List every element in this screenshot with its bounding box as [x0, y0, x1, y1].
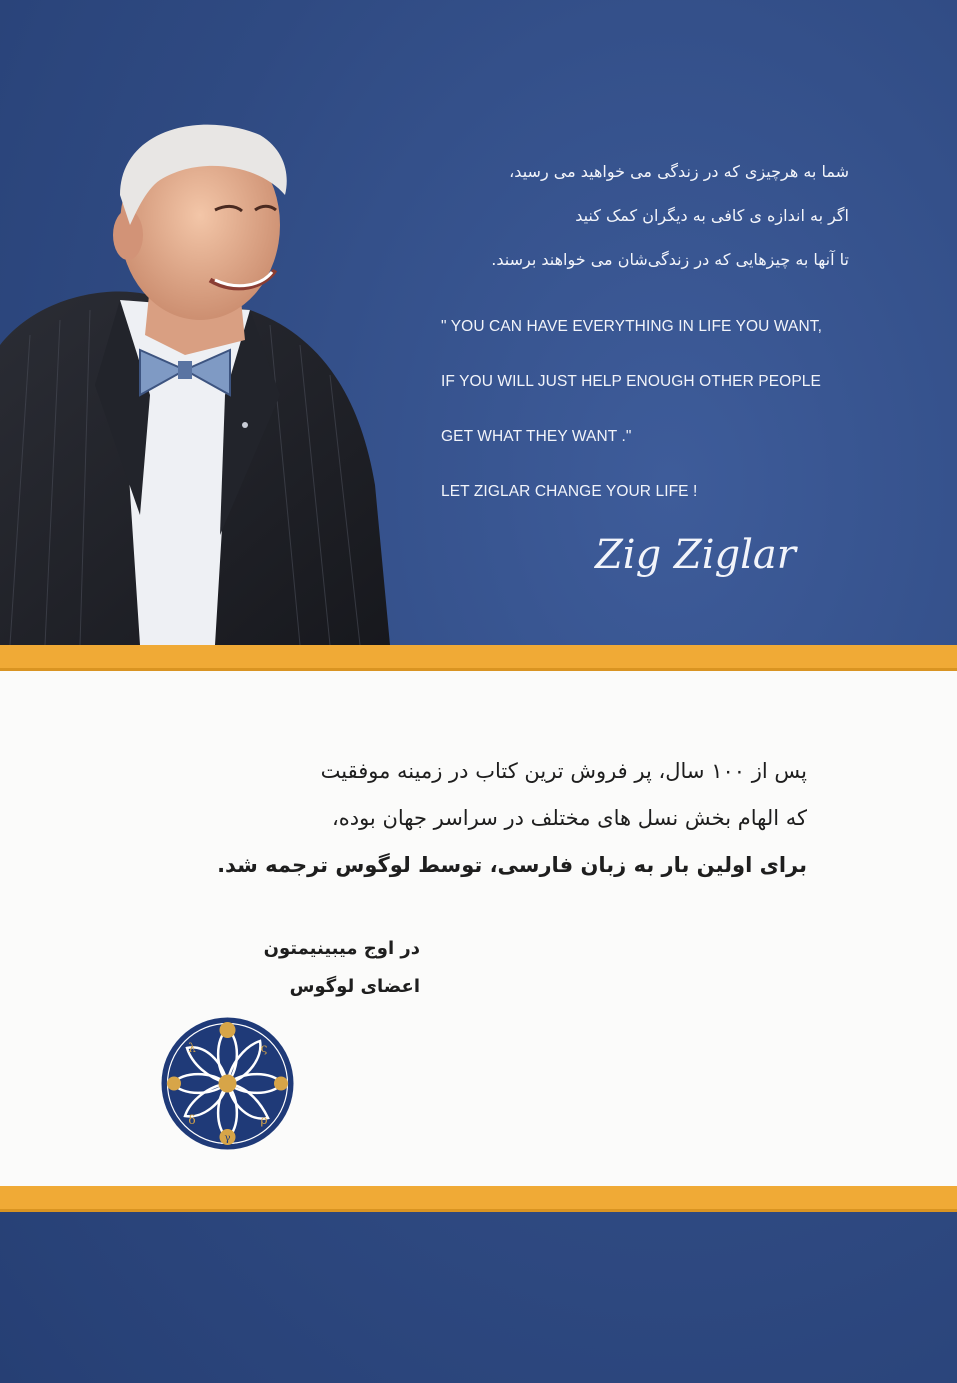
logos-logo-icon: [160, 1016, 295, 1151]
svg-text:γ: γ: [224, 1133, 231, 1144]
orange-divider-top: [0, 645, 957, 671]
english-quote: [441, 312, 901, 532]
top-blue-panel: [0, 0, 957, 645]
persian-quote-line: شما به هرچیزی که در زندگی می خواهید می رسید،: [509, 162, 849, 181]
bottom-blue-panel: [0, 1212, 957, 1383]
english-quote-line: IF YOU WILL JUST HELP ENOUGH OTHER PEOPLE: [441, 373, 821, 390]
author-signature: [590, 520, 840, 590]
persian-quote: [429, 158, 849, 290]
svg-text:ς: ς: [260, 1041, 268, 1055]
signoff-line: اعضای لوگوس: [289, 976, 420, 997]
translation-note-line: که الهام بخش نسل های مختلف در سراسر جهان بوده،: [331, 806, 807, 830]
translation-note-line: برای اولین بار به زبان فارسی، توسط لوگوس ترجمه شد.: [217, 853, 807, 877]
svg-text:δ: δ: [188, 1113, 196, 1127]
orange-divider-bottom: [0, 1186, 957, 1212]
translation-note: [127, 748, 807, 889]
svg-text:Zig Ziglar: Zig Ziglar: [595, 532, 796, 578]
publisher-signoff: [120, 930, 420, 1006]
svg-text:λ: λ: [188, 1041, 196, 1055]
signoff-line: در اوج میبینیمتون: [263, 938, 420, 959]
author-photo: [0, 95, 390, 645]
english-quote-tagline: LET ZIGLAR CHANGE YOUR LIFE !: [441, 483, 698, 500]
english-quote-line: GET WHAT THEY WANT .": [441, 428, 632, 445]
persian-quote-line: اگر به اندازه ی کافی به دیگران کمک کنید: [575, 206, 849, 225]
persian-quote-line: تا آنها به چیزهایی که در زندگی‌شان می خواهند برسند.: [491, 250, 849, 269]
svg-text:ρ: ρ: [260, 1113, 268, 1127]
english-quote-line: " YOU CAN HAVE EVERYTHING IN LIFE YOU WANT,: [441, 318, 823, 335]
translation-note-line: پس از ۱۰۰ سال، پر فروش ترین کتاب در زمینه موفقیت: [320, 759, 807, 783]
